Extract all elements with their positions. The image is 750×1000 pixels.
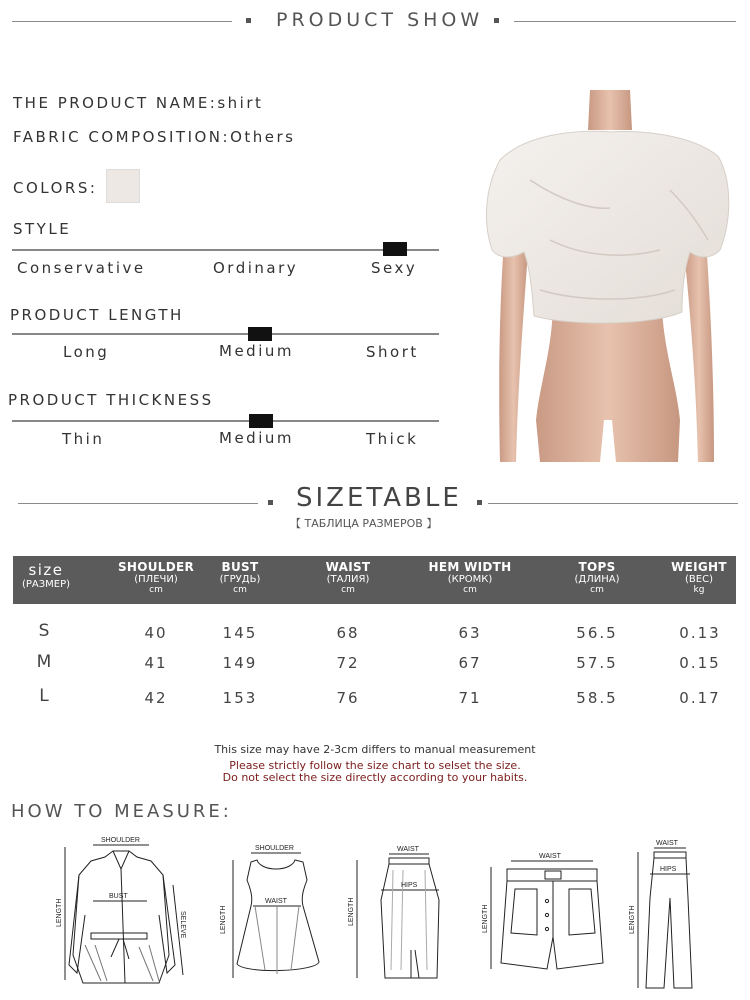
jacket-diagram (55, 835, 195, 995)
col-hem-width-sub: (КРОМК) (447, 574, 493, 585)
jacket-bust-label: BUST (109, 893, 128, 900)
thickness-scale-line (12, 420, 439, 422)
col-tops-name: TOPS (578, 560, 616, 574)
cell-waist: 76 (336, 689, 360, 707)
col-waist (308, 560, 388, 595)
col-bust (205, 560, 275, 595)
length-label-medium: Medium (219, 342, 294, 360)
cell-size: L (39, 686, 51, 706)
col-size (13, 561, 79, 590)
col-weight-sub: (ВЕС) (685, 574, 713, 585)
fabric-row (13, 128, 295, 146)
col-hem-width (420, 560, 520, 595)
cell-size: M (36, 652, 54, 672)
product-show-title: PRODUCT SHOW (276, 9, 484, 31)
col-bust-unit: cm (233, 585, 247, 595)
divider-dot (494, 18, 499, 23)
length-scale-line (12, 333, 439, 335)
fabric-label: FABRIC COMPOSITION: (13, 128, 231, 146)
sizetable-dot-right (477, 500, 482, 505)
col-waist-name: WAIST (325, 560, 371, 574)
col-shoulder-name: SHOULDER (117, 560, 195, 574)
size-note-3: Do not select the size directly according to your habits. (222, 771, 528, 784)
style-label-sexy: Sexy (371, 259, 418, 277)
cell-shoulder: 42 (144, 689, 168, 707)
col-hem-width-name: HEM WIDTH (428, 560, 512, 574)
style-marker (383, 242, 407, 256)
col-bust-sub: (ГРУДЬ) (219, 574, 261, 585)
colors-label: COLORS: (13, 179, 98, 197)
divider-right (514, 21, 736, 22)
pants-waist-label: WAIST (656, 840, 678, 847)
dress-waist-label: WAIST (265, 898, 287, 905)
col-waist-sub: (ТАЛИЯ) (326, 574, 370, 585)
jacket-sleeve-label: SELEVE (179, 911, 186, 939)
product-name-row (13, 94, 263, 112)
dress-length-label: LENGTH (220, 905, 227, 934)
sizetable-dot-left (268, 500, 273, 505)
col-tops-sub: (ДЛИНА) (574, 574, 620, 585)
cell-hem-width: 63 (458, 624, 482, 642)
length-title: PRODUCT LENGTH (10, 306, 184, 324)
sizetable-divider-right (488, 503, 738, 504)
col-waist-unit: cm (341, 585, 355, 595)
col-shoulder-unit: cm (149, 585, 163, 595)
cell-hem-width: 67 (458, 654, 482, 672)
shorts-length-label: LENGTH (482, 904, 489, 933)
cell-size: S (38, 621, 52, 641)
skirt-hips-label: HIPS (401, 882, 418, 889)
cell-hem-width: 71 (458, 689, 482, 707)
cell-shoulder: 41 (144, 654, 168, 672)
skirt-waist-label: WAIST (397, 846, 419, 853)
length-label-long: Long (63, 343, 110, 361)
product-photo (470, 90, 740, 465)
cell-bust: 145 (222, 624, 258, 642)
col-size-name: size (28, 561, 64, 579)
col-tops-unit: cm (590, 585, 604, 595)
col-size-sub: (РАЗМЕР) (21, 579, 71, 590)
pants-length-label: LENGTH (629, 905, 636, 934)
col-shoulder-sub: (ПЛЕЧИ) (134, 574, 178, 585)
cell-bust: 153 (222, 689, 258, 707)
col-weight (664, 560, 734, 595)
shorts-diagram (475, 845, 615, 975)
thickness-marker (249, 414, 273, 428)
color-swatch[interactable] (106, 169, 140, 203)
cell-bust: 149 (222, 654, 258, 672)
pants-hips-label: HIPS (660, 866, 677, 873)
col-hem-width-unit: cm (463, 585, 477, 595)
skirt-diagram (345, 840, 450, 990)
style-scale-line (12, 249, 439, 251)
style-label-conservative: Conservative (17, 259, 146, 277)
length-label-short: Short (366, 343, 419, 361)
col-weight-unit: kg (693, 585, 705, 595)
divider-dot (246, 18, 251, 23)
col-tops (557, 560, 637, 595)
cell-tops: 57.5 (576, 654, 618, 672)
sizetable-title: SIZETABLE (296, 483, 462, 513)
pants-diagram (620, 838, 705, 996)
product-name-value: shirt (217, 94, 264, 112)
thickness-label-thin: Thin (62, 430, 105, 448)
fabric-value: Others (230, 128, 296, 146)
thickness-label-medium: Medium (219, 429, 294, 447)
cell-weight: 0.13 (679, 624, 721, 642)
cell-shoulder: 40 (144, 624, 168, 642)
cell-weight: 0.15 (679, 654, 721, 672)
col-weight-name: WEIGHT (671, 560, 727, 574)
skirt-length-label: LENGTH (348, 897, 355, 926)
product-name-label: THE PRODUCT NAME: (13, 94, 218, 112)
divider-left (12, 21, 232, 22)
style-label-ordinary: Ordinary (213, 259, 299, 277)
col-shoulder (106, 560, 206, 595)
cell-weight: 0.17 (679, 689, 721, 707)
how-to-measure-title: HOW TO MEASURE: (11, 801, 232, 822)
dress-diagram (215, 840, 325, 985)
sizetable-subtitle: 【 ТАБЛИЦА РАЗМЕРОВ 】 (290, 517, 438, 530)
thickness-label-thick: Thick (366, 430, 419, 448)
shorts-waist-label: WAIST (539, 853, 561, 860)
size-note-1: This size may have 2-3cm differs to manual measurement (214, 743, 536, 756)
style-title: STYLE (13, 220, 72, 238)
length-marker (248, 327, 272, 341)
jacket-shoulder-label: SHOULDER (101, 837, 140, 844)
sizetable-divider-left (18, 503, 258, 504)
size-note-2: Please strictly follow the size chart to selset the size. (229, 759, 521, 772)
thickness-title: PRODUCT THICKNESS (8, 391, 214, 409)
cell-waist: 72 (336, 654, 360, 672)
cell-tops: 58.5 (576, 689, 618, 707)
dress-shoulder-label: SHOULDER (255, 845, 294, 852)
jacket-length-label: LENGTH (56, 898, 63, 927)
cell-waist: 68 (336, 624, 360, 642)
col-bust-name: BUST (221, 560, 259, 574)
cell-tops: 56.5 (576, 624, 618, 642)
